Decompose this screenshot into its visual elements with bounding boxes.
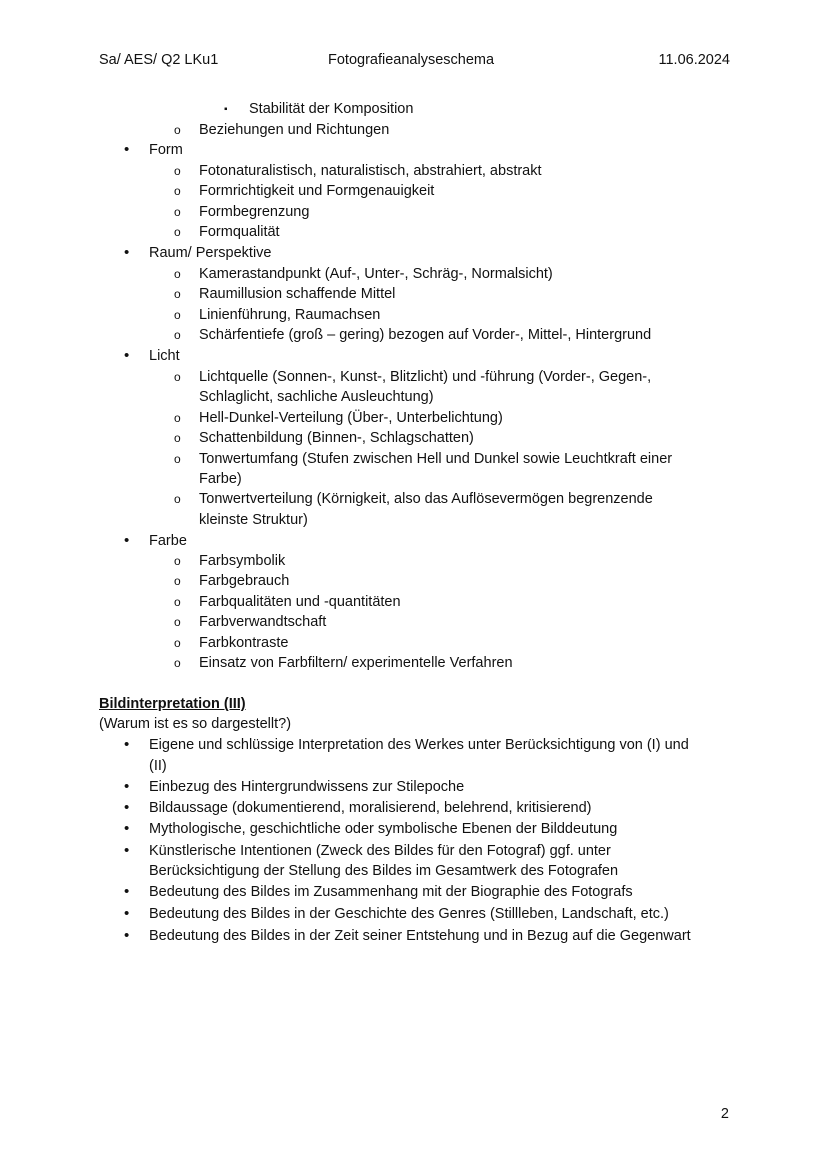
list-item: Stabilität der Komposition <box>249 101 414 117</box>
header-course: Sa/ AES/ Q2 LKu1 <box>99 52 219 68</box>
circle-bullet: o <box>174 615 181 629</box>
list-item: Bedeutung des Bildes in der Zeit seiner Entstehung und in Bezug auf die Gegenwart <box>149 928 691 944</box>
circle-bullet: o <box>174 267 181 281</box>
page-number: 2 <box>720 1106 729 1122</box>
list-item: Tonwertverteilung (Körnigkeit, also das Auflösevermögen begrenzende <box>199 491 653 507</box>
list-item: Beziehungen und Richtungen <box>199 122 390 138</box>
list-item: Schärfentiefe (groß – gering) bezogen auf Vorder-, Mittel-, Hintergrund <box>199 327 652 343</box>
circle-bullet: o <box>174 123 181 137</box>
list-item: Formrichtigkeit und Formgenauigkeit <box>199 183 435 199</box>
circle-bullet: o <box>174 164 181 178</box>
circle-bullet: o <box>174 431 181 445</box>
bullet: • <box>124 883 130 900</box>
bullet: • <box>124 244 130 261</box>
circle-bullet: o <box>174 328 181 342</box>
bullet: • <box>124 736 130 753</box>
circle-bullet: o <box>174 595 181 609</box>
circle-bullet: o <box>174 574 181 588</box>
list-item-continuation: kleinste Struktur) <box>199 512 308 528</box>
bullet: • <box>124 820 130 837</box>
list-item: Farbgebrauch <box>199 573 290 589</box>
section-heading-interpretation: Bildinterpretation (III) <box>99 696 246 712</box>
list-item: Einbezug des Hintergrundwissens zur Stilepoche <box>149 779 465 795</box>
list-item: Farbkontraste <box>199 635 289 651</box>
bullet: • <box>124 799 130 816</box>
list-item: Fotonaturalistisch, naturalistisch, abstrahiert, abstrakt <box>199 163 542 179</box>
list-item: Formqualität <box>199 224 280 240</box>
list-item: Farbsymbolik <box>199 553 286 569</box>
list-item: Eigene und schlüssige Interpretation des Werkes unter Berücksichtigung von (I) und <box>149 737 689 753</box>
list-item: Hell-Dunkel-Verteilung (Über-, Unterbelichtung) <box>199 410 503 426</box>
circle-bullet: o <box>174 308 181 322</box>
bullet: • <box>124 141 130 158</box>
list-item-continuation: Schlaglicht, sachliche Ausleuchtung) <box>199 389 434 405</box>
list-item: Schattenbildung (Binnen-, Schlagschatten) <box>199 430 474 446</box>
list-item-continuation: (II) <box>149 758 167 774</box>
bullet: • <box>124 905 130 922</box>
list-item: Kamerastandpunkt (Auf-, Unter-, Schräg-, Normalsicht) <box>199 266 553 282</box>
bullet: • <box>124 532 130 549</box>
list-item: Tonwertumfang (Stufen zwischen Hell und Dunkel sowie Leuchtkraft einer <box>199 451 673 467</box>
bullet: • <box>124 347 130 364</box>
square-bullet: ▪ <box>224 104 228 115</box>
section-title-farbe: Farbe <box>149 533 187 549</box>
list-item: Bildaussage (dokumentierend, moralisierend, belehrend, kritisierend) <box>149 800 592 816</box>
circle-bullet: o <box>174 184 181 198</box>
circle-bullet: o <box>174 492 181 506</box>
list-item: Bedeutung des Bildes im Zusammenhang mit der Biographie des Fotografs <box>149 884 633 900</box>
list-item-continuation: Berücksichtigung der Stellung des Bildes im Gesamtwerk des Fotografen <box>149 863 619 879</box>
list-item: Raumillusion schaffende Mittel <box>199 286 396 302</box>
circle-bullet: o <box>174 554 181 568</box>
list-item: Formbegrenzung <box>199 204 310 220</box>
section-title-form: Form <box>149 142 183 158</box>
circle-bullet: o <box>174 225 181 239</box>
circle-bullet: o <box>174 636 181 650</box>
bullet: • <box>124 842 130 859</box>
circle-bullet: o <box>174 656 181 670</box>
circle-bullet: o <box>174 370 181 384</box>
list-item: Farbqualitäten und -quantitäten <box>199 594 401 610</box>
list-item: Linienführung, Raumachsen <box>199 307 381 323</box>
bullet: • <box>124 778 130 795</box>
header-title: Fotografieanalyseschema <box>328 52 495 68</box>
circle-bullet: o <box>174 205 181 219</box>
section-title-raum: Raum/ Perspektive <box>149 245 272 261</box>
section-question: (Warum ist es so dargestellt?) <box>99 716 292 732</box>
list-item: Einsatz von Farbfiltern/ experimentelle Verfahren <box>199 655 513 671</box>
list-item: Farbverwandtschaft <box>199 614 327 630</box>
header-date: 11.06.2024 <box>658 52 730 68</box>
bullet: • <box>124 927 130 944</box>
section-title-licht: Licht <box>149 348 180 364</box>
list-item: Lichtquelle (Sonnen-, Kunst-, Blitzlicht) und -führung (Vorder-, Gegen-, <box>199 369 652 385</box>
list-item: Mythologische, geschichtliche oder symbolische Ebenen der Bilddeutung <box>149 821 618 837</box>
circle-bullet: o <box>174 411 181 425</box>
circle-bullet: o <box>174 452 181 466</box>
list-item: Künstlerische Intentionen (Zweck des Bildes für den Fotograf) ggf. unter <box>149 843 611 859</box>
circle-bullet: o <box>174 287 181 301</box>
list-item: Bedeutung des Bildes in der Geschichte des Genres (Stillleben, Landschaft, etc.) <box>149 906 669 922</box>
list-item-continuation: Farbe) <box>199 471 242 487</box>
